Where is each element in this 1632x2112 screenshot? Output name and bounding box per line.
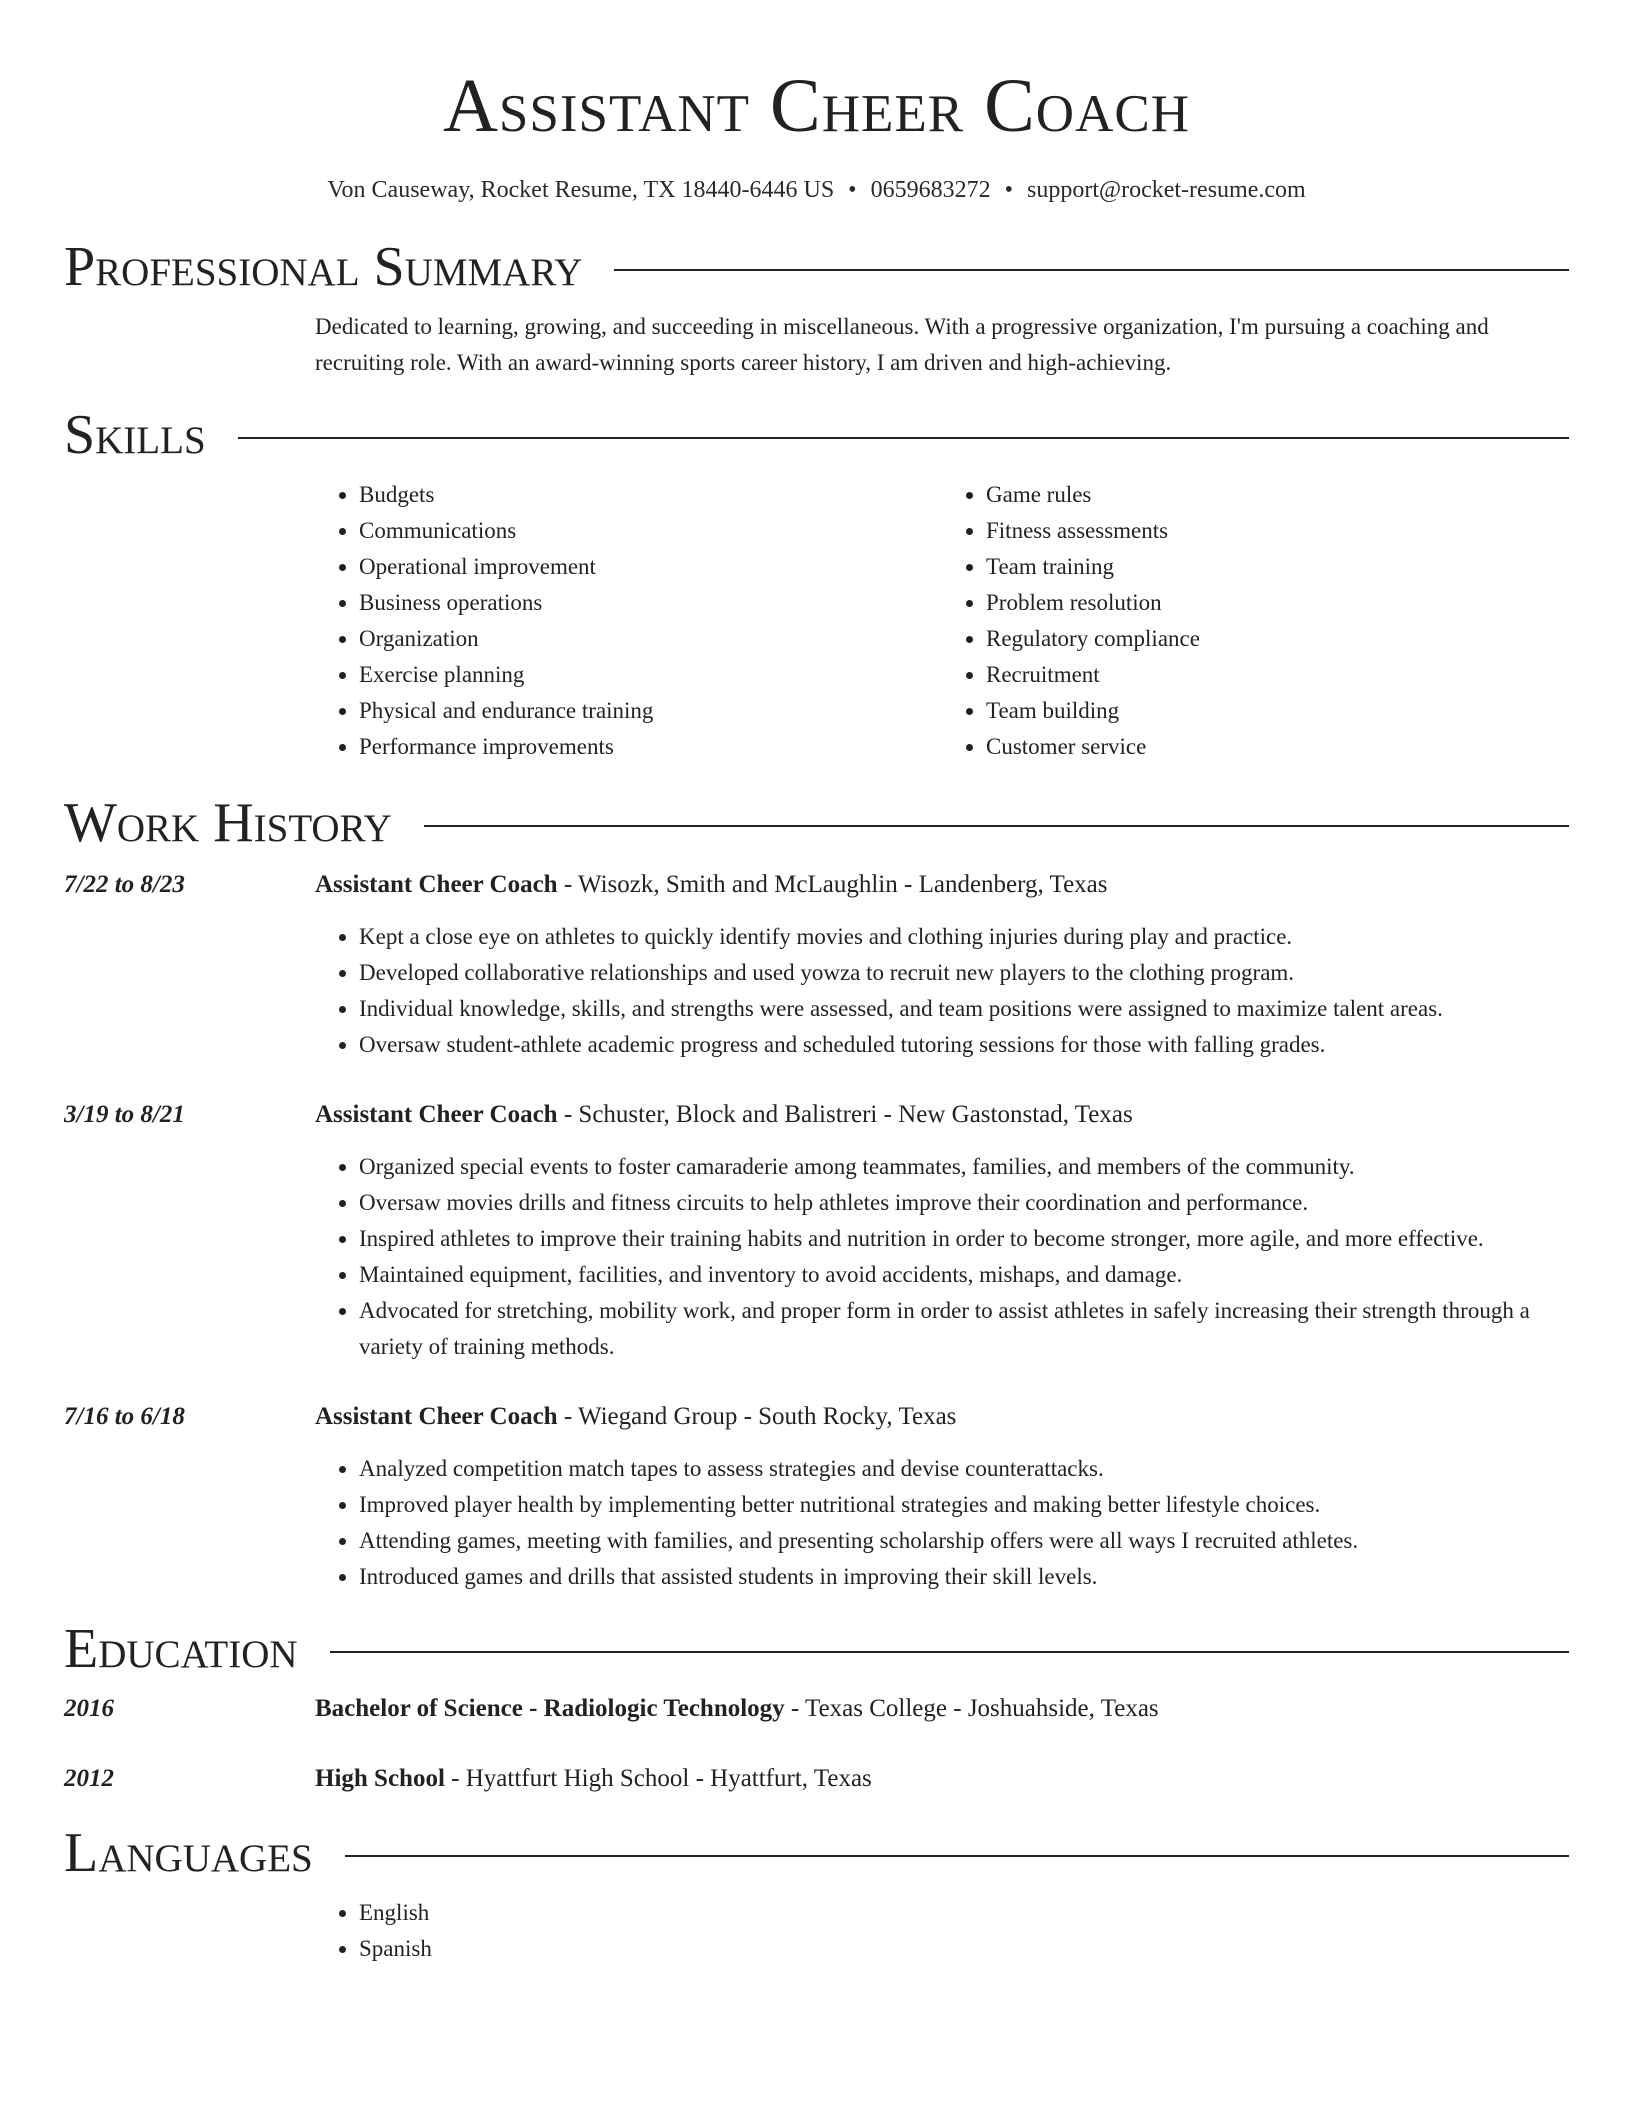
skill-item: • Team training	[986, 549, 1569, 585]
languages-title: Languages	[64, 1822, 313, 1884]
skill-item: • Problem resolution	[986, 585, 1569, 621]
resume-name: Assistant Cheer Coach	[443, 64, 1190, 148]
skills-list-right	[942, 477, 1569, 765]
contact-separator: •	[848, 177, 857, 203]
job-dates: 7/22 to 8/23	[64, 871, 185, 898]
skill-item: • Operational improvement	[359, 549, 942, 585]
skill-item: • Physical and endurance training	[359, 693, 942, 729]
job-heading	[315, 1399, 956, 1435]
skills-section	[64, 405, 1569, 765]
skill-item: • Exercise planning	[359, 657, 942, 693]
work-title: Work History	[64, 792, 392, 854]
education-entry	[64, 1761, 1569, 1797]
skill-item: • Customer service	[986, 729, 1569, 765]
contact-separator: •	[1004, 177, 1013, 203]
job-bullet: • Improved player health by implementing better nutritional strategies and making better lifestyle choices.	[359, 1487, 1569, 1523]
job-bullet: • Inspired athletes to improve their training habits and nutrition in order to become stronger, more agile, and more effective.	[359, 1221, 1569, 1257]
job-bullet: • Organized special events to foster camaraderie among teammates, families, and members of the community.	[359, 1149, 1569, 1185]
job-entry	[64, 1399, 1569, 1595]
job-dates: 3/19 to 8/21	[64, 1101, 185, 1128]
education-heading	[315, 1761, 872, 1797]
job-title: Assistant Cheer Coach	[315, 1101, 558, 1128]
skill-item: • Fitness assessments	[986, 513, 1569, 549]
education-year: 2012	[64, 1765, 114, 1792]
job-entry	[64, 867, 1569, 1063]
skill-item: • Performance improvements	[359, 729, 942, 765]
job-details: - Schuster, Block and Balistreri - New Gastonstad, Texas	[557, 1101, 1133, 1128]
job-bullet: • Maintained equipment, facilities, and inventory to avoid accidents, mishaps, and damage.	[359, 1257, 1569, 1293]
job-bullets	[315, 919, 1569, 1063]
education-degree: High School	[315, 1765, 445, 1792]
section-divider	[330, 1651, 1569, 1653]
section-divider	[345, 1855, 1569, 1857]
job-details: - Wisozk, Smith and McLaughlin - Landenberg, Texas	[557, 871, 1108, 898]
job-bullet: • Attending games, meeting with families, and presenting scholarship offers were all ways I recruited athletes.	[359, 1523, 1569, 1559]
summary-header	[64, 237, 1569, 297]
skill-item: • Budgets	[359, 477, 942, 513]
education-entry	[64, 1691, 1569, 1727]
summary-title: Professional Summary	[64, 236, 583, 298]
job-bullets	[315, 1149, 1569, 1365]
education-details: - Texas College - Joshuahside, Texas	[784, 1695, 1159, 1722]
contact-address: Von Causeway, Rocket Resume, TX 18440-6446 US	[327, 177, 835, 203]
languages-header	[64, 1823, 1569, 1883]
job-bullet: • Individual knowledge, skills, and strengths were assessed, and team positions were assigned to maximize talent areas.	[359, 991, 1569, 1027]
skill-item: • Team building	[986, 693, 1569, 729]
education-year: 2016	[64, 1695, 114, 1722]
education-header	[64, 1619, 1569, 1679]
education-degree: Bachelor of Science - Radiologic Technology	[315, 1695, 785, 1722]
languages-list	[315, 1895, 1569, 1967]
language-item: • English	[359, 1895, 1569, 1931]
education-section	[64, 1619, 1569, 1797]
job-bullet: • Kept a close eye on athletes to quickly identify movies and clothing injuries during play and practice.	[359, 919, 1569, 955]
job-bullet: • Introduced games and drills that assisted students in improving their skill levels.	[359, 1559, 1569, 1595]
languages-section	[64, 1823, 1569, 1967]
skills-list-left	[315, 477, 942, 765]
skill-item: • Recruitment	[986, 657, 1569, 693]
resume-page	[64, 0, 1569, 1967]
contact-email[interactable]: support@rocket-resume.com	[1026, 177, 1306, 203]
skill-item: • Business operations	[359, 585, 942, 621]
job-dates: 7/16 to 6/18	[64, 1403, 185, 1430]
job-heading	[315, 867, 1108, 903]
job-heading	[315, 1097, 1133, 1133]
language-item: • Spanish	[359, 1931, 1569, 1967]
job-details: - Wiegand Group - South Rocky, Texas	[557, 1403, 957, 1430]
section-divider	[238, 437, 1569, 439]
job-title: Assistant Cheer Coach	[315, 871, 558, 898]
education-heading	[315, 1691, 1159, 1727]
skill-item: • Communications	[359, 513, 942, 549]
contact-line	[64, 174, 1569, 206]
education-title: Education	[64, 1618, 298, 1680]
summary-text: Dedicated to learning, growing, and succeeding in miscellaneous. With a progressive organization, I'm pursuing a coaching and recruiting role. With an award-winning sports career history, I am driven and high-achieving.	[315, 314, 1489, 375]
job-bullet: • Advocated for stretching, mobility work, and proper form in order to assist athletes in safely increasing their strength through a variety of training methods.	[359, 1293, 1569, 1365]
education-details: - Hyattfurt High School - Hyattfurt, Texas	[444, 1765, 872, 1792]
job-bullets	[315, 1451, 1569, 1595]
summary-section	[64, 237, 1569, 381]
work-header	[64, 793, 1569, 853]
skill-item: • Organization	[359, 621, 942, 657]
job-title: Assistant Cheer Coach	[315, 1403, 558, 1430]
section-divider	[614, 269, 1569, 271]
job-bullet: • Developed collaborative relationships and used yowza to recruit new players to the clothing program.	[359, 955, 1569, 991]
job-bullet: • Oversaw movies drills and fitness circuits to help athletes improve their coordination and performance.	[359, 1185, 1569, 1221]
skill-item: • Regulatory compliance	[986, 621, 1569, 657]
skills-title: Skills	[64, 404, 206, 466]
section-divider	[424, 825, 1569, 827]
job-entry	[64, 1097, 1569, 1365]
job-bullet: • Analyzed competition match tapes to assess strategies and devise counterattacks.	[359, 1451, 1569, 1487]
job-bullet: • Oversaw student-athlete academic progress and scheduled tutoring sessions for those with falling grades.	[359, 1027, 1569, 1063]
work-section	[64, 793, 1569, 1595]
skills-header	[64, 405, 1569, 465]
contact-phone[interactable]: 0659683272	[870, 177, 991, 203]
skill-item: • Game rules	[986, 477, 1569, 513]
